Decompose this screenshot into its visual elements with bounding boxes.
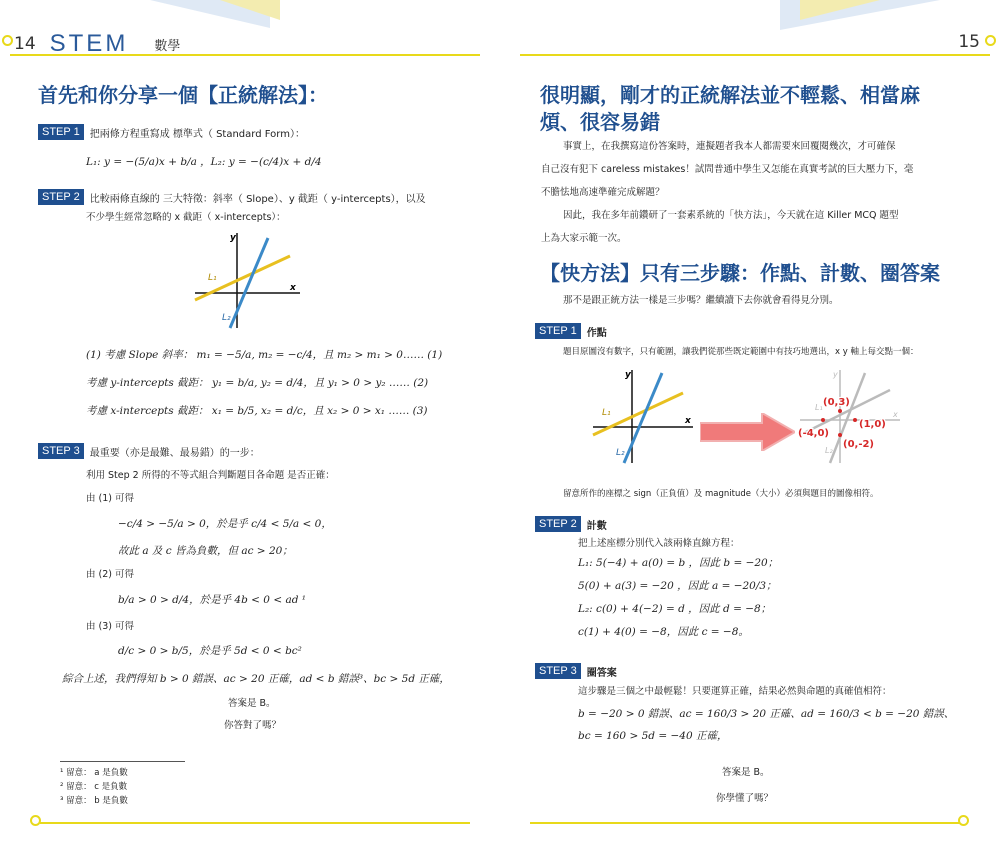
step3-line: 由 (3) 可得 [86,621,134,632]
left-title: 首先和你分享一個【正統解法】： [38,83,328,107]
step2-right [535,516,607,532]
subject-label: 數學 [154,38,181,54]
step1-left [38,124,305,140]
note-text: 留意所作的座標之 sign（正負值）及 magnitude（大小）必須與題目的圖像相符。 [563,489,879,499]
intro-para-line: 因此，我在多年前鑽研了一套素系統的「快方法」，今天就在這 Killer MCQ 題型 [563,210,899,221]
y-label: y [625,370,631,380]
header-decoration [800,0,880,20]
answer-left: 答案是 B。 [228,698,276,709]
step3-line: b = −20 > 0 錯誤、ac = 160/3 > 20 正確、ad = 160/3 < b = −20 錯誤、 [578,708,955,720]
step2-line: 把上述座標分別代入該兩條直線方程： [578,538,740,549]
step3-left [38,443,260,459]
x-label: x [290,283,296,293]
header-ring [2,35,13,46]
footnote: ² 留意： c 是負數 [60,782,128,792]
step3-line: 故此 a 及 c 皆為負數，但 ac > 20； [118,545,293,557]
intro-para-line: 事實上，在我撰寫這份答案時，連擬題者我本人都需要來回覆閱幾次，才可確保 [563,141,896,152]
intro-para-line: 自己沒有犯下 careless mistakes！試問普通中學生又怎能在真實考試的巨大壓力下，毫 [541,164,914,175]
para: 那不是跟正統方法一樣是三步嗎？繼續讀下去你就會看得見分別。 [563,295,839,306]
step-text: 最重要（亦是最難、最易錯）的一步： [89,447,260,459]
standard-form-equation: L₁: y = −(5/a)x + b/a ，L₂: y = −(c/4)x + d/4 [86,156,322,168]
step3-line: 由 (1) 可得 [86,493,134,504]
point-label: (0,-2) [843,439,875,450]
footer-ring [30,815,41,826]
footnote-rule [60,761,185,762]
step3-line: 由 (2) 可得 [86,569,134,580]
point-marker [838,433,842,437]
y-label: y [833,370,838,379]
step3-line: d/c > 0 > b/5，於是乎 5d < 0 < bc² [118,645,302,657]
right-graph-original [588,365,698,465]
step2-left [38,189,426,205]
step3-line: 綜合上述，我們得知 b > 0 錯誤、ac > 20 正確，ad < b 錯誤³、bc > 5d 正確， [62,673,450,685]
step3-right [535,663,617,679]
footnote: ³ 留意： b 是負數 [60,796,128,806]
l1-label: L₁ [815,403,823,412]
step-label: 作點 [586,327,607,339]
point-label: (-4,0) [798,428,830,439]
step3-line: 利用 Step 2 所得的不等式組合判斷題目各命題 是否正確： [86,470,335,481]
y-intercept-condition: 考慮 y-intercepts 截距： y₁ = b/a, y₂ = d/4，且 y₁ > 0 > y₂ …… (2) [86,377,429,389]
arrow-icon [700,413,795,451]
brand-title: STEM [49,30,129,57]
step3-line: 這步驟是三個之中最輕鬆！只要運算正確，結果必然與命題的真確值相符： [578,686,892,697]
step-badge: STEP 1 [535,323,581,339]
step-badge: STEP 2 [535,516,581,532]
slope-condition: (1) 考慮 Slope 斜率： m₁ = −5/a, m₂ = −c/4，且 m₂ > m₁ > 0…… (1) [86,349,443,361]
step2-line: c(1) + 4(0) = −8，因此 c = −8。 [578,626,749,638]
point-marker [838,409,842,413]
title-line: 很明顯，剛才的正統解法並不輕鬆、相當麻 [540,83,920,107]
step-badge: STEP 2 [38,189,84,205]
l2-label: L₂ [616,448,625,458]
title-line: 煩、很容易錯 [540,110,660,134]
intro-para-line: 不膽怯地高速準確完成解題？ [541,187,665,198]
l2-label: L₂ [222,313,231,323]
footer-rule [40,822,470,824]
step-label: 圈答案 [586,667,617,679]
step2-line: 5(0) + a(3) = −20 ，因此 a = −20/3； [578,580,777,592]
page-number-right: 15 [958,32,980,52]
step-text: 比較兩條直線的 三大特徵：斜率（ Slope）、y 截距（ y-intercepts），以及 [89,193,426,205]
x-intercept-condition: 考慮 x-intercepts 截距： x₁ = b/5, x₂ = d/c，且 x₂ > 0 > x₁ …… (3) [86,405,428,417]
point-label: (1,0) [859,419,886,430]
footer-rule [530,822,960,824]
point-label: (0,3) [823,397,850,408]
l1-label: L₁ [208,273,217,283]
step-badge: STEP 3 [535,663,581,679]
step-badge: STEP 1 [38,124,84,140]
step2-line: L₁: 5(−4) + a(0) = b ，因此 b = −20； [578,557,779,569]
step-label: 計數 [586,520,607,532]
footnote: ¹ 留意： a 是負數 [60,768,128,778]
l1-label: L₁ [602,408,611,418]
step2-line: L₂: c(0) + 4(−2) = d ，因此 d = −8； [578,603,772,615]
right-title-2: 【快方法】只有三步驟：作點、計數、圈答案 [540,261,940,285]
closing-question-right: 你學懂了嗎？ [716,793,774,804]
page-number-left: 14 [14,34,36,54]
footer-ring [958,815,969,826]
point-marker [821,418,825,422]
closing-question-left: 你答對了嗎？ [224,720,282,731]
step-text: 把兩條方程重寫成 標準式（ Standard Form）： [89,128,305,140]
point-marker [853,418,857,422]
step3-line: bc = 160 > 5d = −40 正確， [578,730,728,742]
step-badge: STEP 3 [38,443,84,459]
header-decoration [220,0,280,20]
line-l2 [230,238,268,328]
answer-right: 答案是 B。 [722,767,770,778]
right-title-1 [540,82,970,136]
left-graph [190,228,305,333]
step-text: 題目原圖沒有數字，只有範圍，讓我們從那些既定範圍中有技巧地選出，x y 軸上每交點一個： [563,347,919,357]
x-label: x [893,410,898,419]
step3-line: b/a > 0 > d/4，於是乎 4b < 0 < ad ¹ [118,594,306,606]
step-text: 不少學生經常忽略的 x 截距（ x-intercepts）： [86,212,286,223]
step1-right [535,323,607,339]
x-label: x [685,416,691,426]
intro-para-line: 上為大家示範一次。 [541,233,627,244]
l2-label: L₂ [825,446,833,455]
left-header [14,30,180,58]
header-ring [985,35,996,46]
step3-line: −c/4 > −5/a > 0，於是乎 c/4 < 5/a < 0， [118,518,332,530]
header-rule [520,54,990,56]
y-label: y [230,233,236,243]
right-graph-points [795,365,905,465]
